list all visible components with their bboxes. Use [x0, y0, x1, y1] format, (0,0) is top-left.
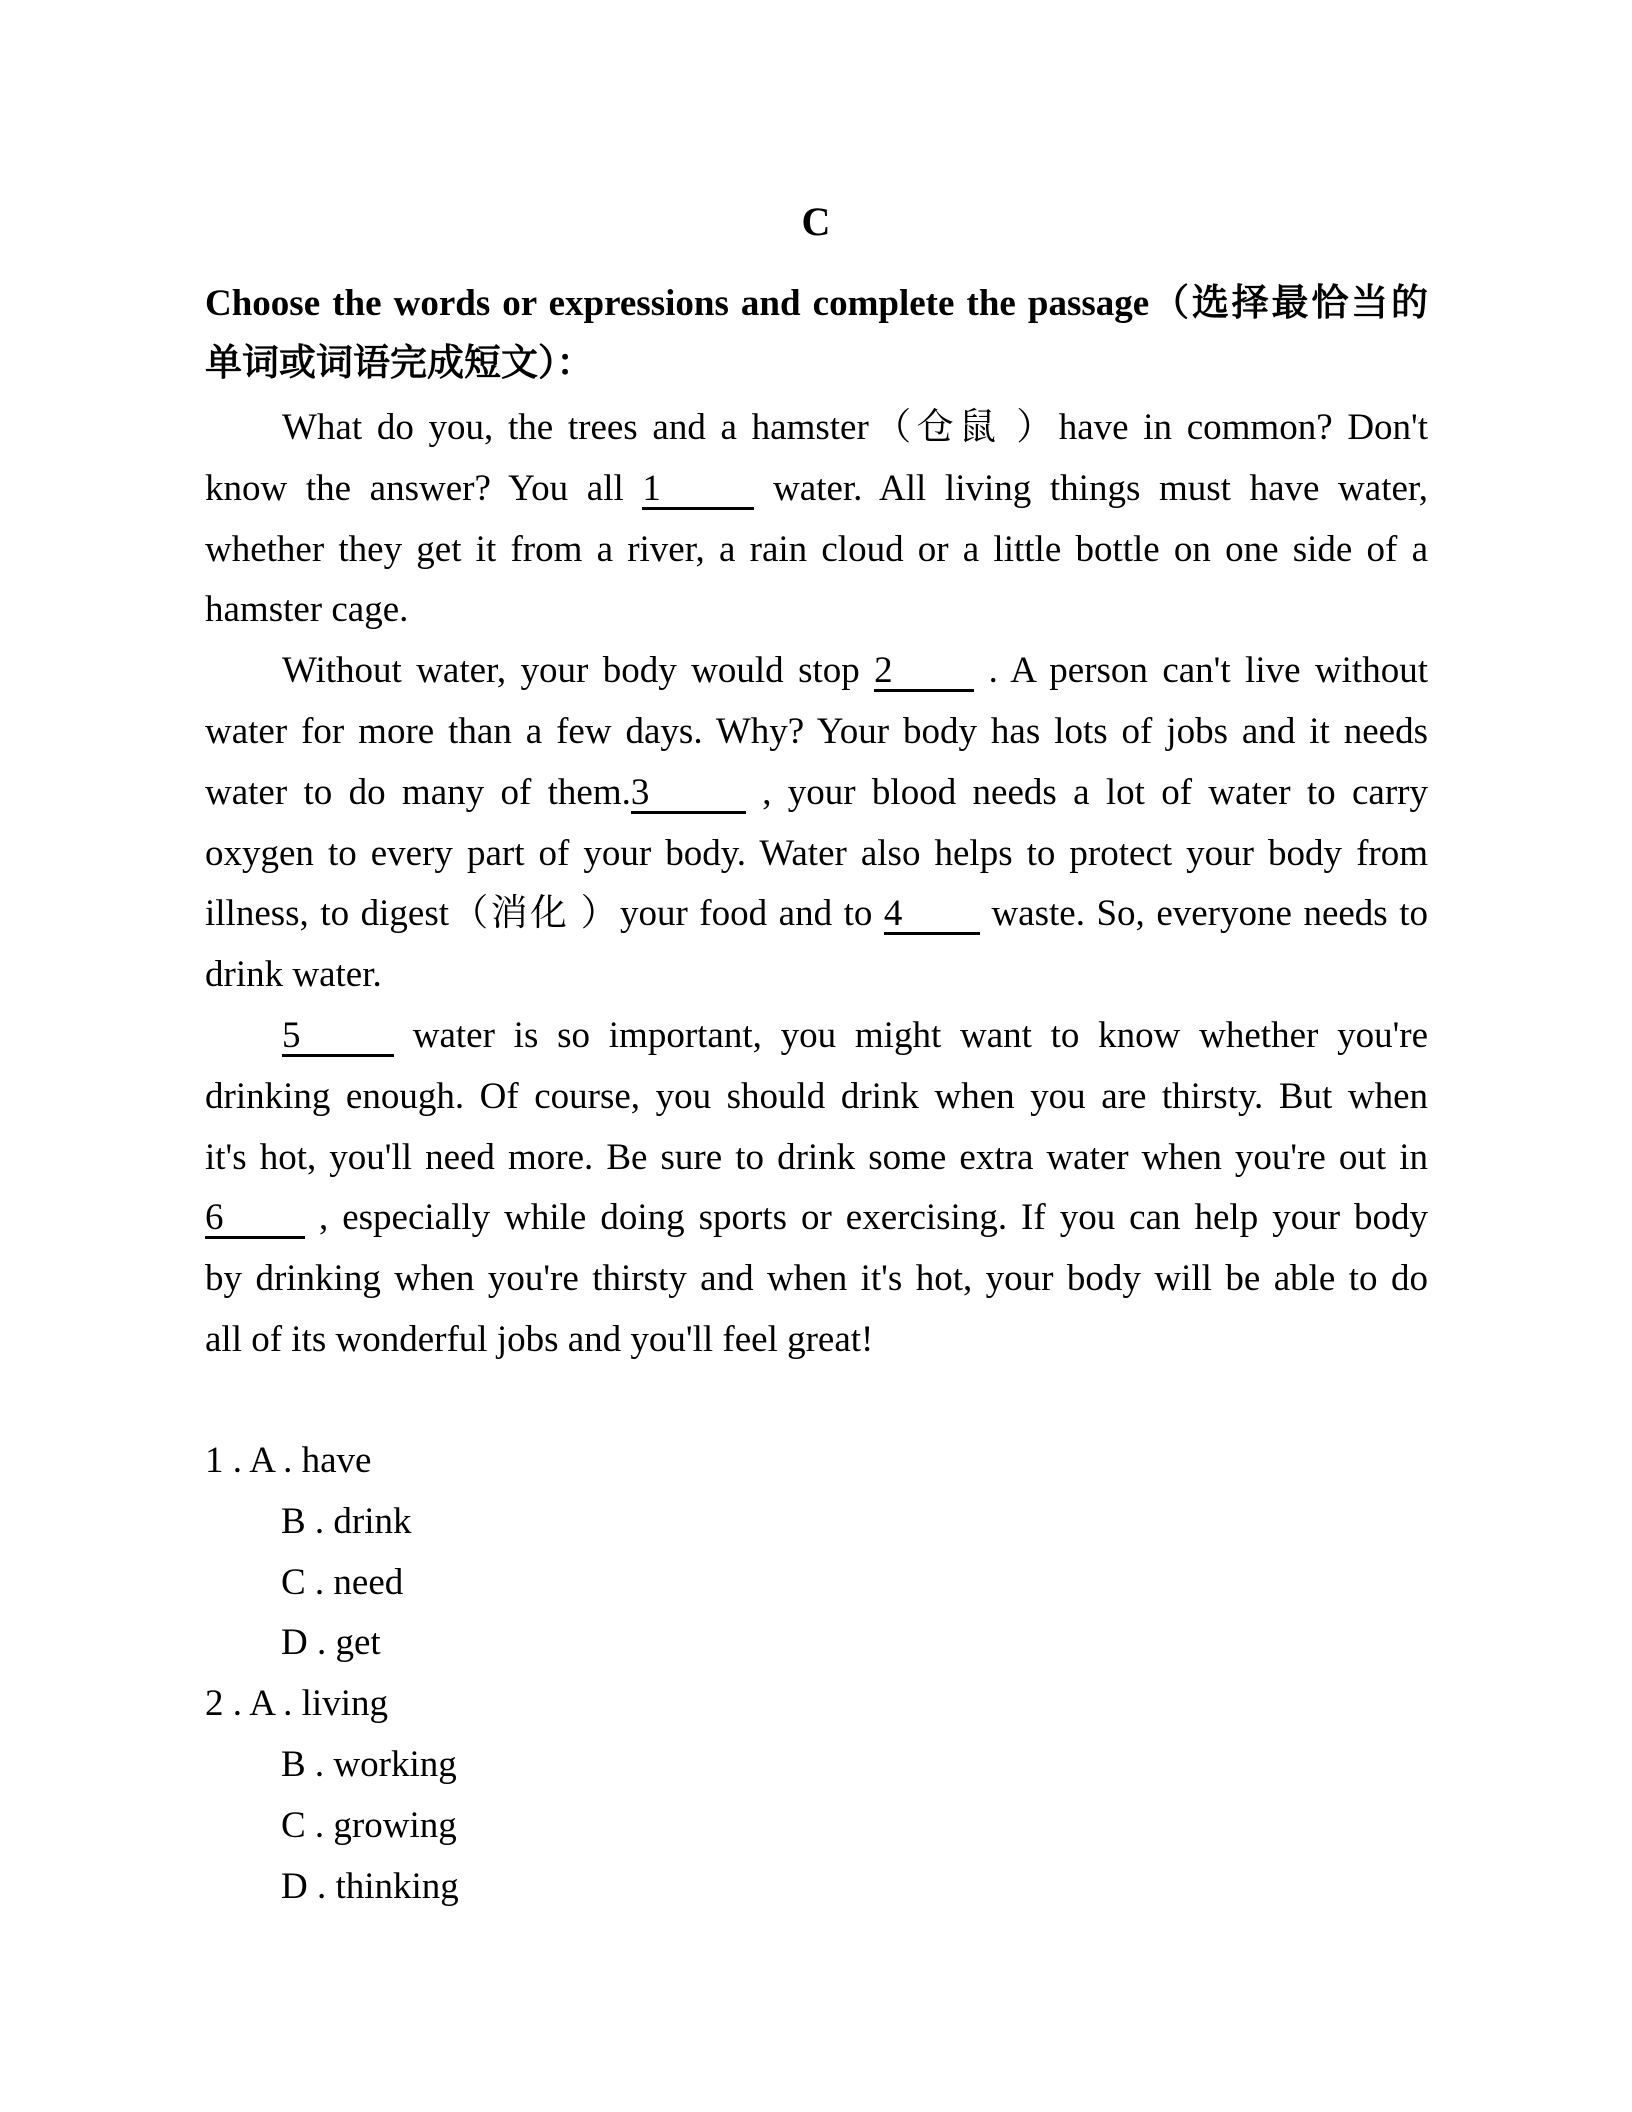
blank-3: 3: [631, 775, 746, 814]
passage-line: [205, 1188, 1428, 1249]
instructions-heading: [205, 274, 1428, 394]
heading-line: 单词或词语完成短文）：: [205, 343, 594, 384]
option-2-D: D . thinking: [281, 1865, 459, 1907]
option-1-C: C . need: [281, 1561, 404, 1603]
passage-line: [205, 1128, 1428, 1189]
passage-line: [205, 398, 1428, 459]
passage-text: know the answer? You all: [205, 467, 643, 509]
passage-text: oxygen to every part of your body. Water also helps to protect your body from: [205, 832, 1428, 874]
passage-text: drinking enough. Of course, you should drink when you are thirsty. But when: [205, 1075, 1428, 1117]
passage-line: [205, 641, 1428, 702]
passage-text: by drinking when you're thirsty and when it's hot, your body will be able to do: [205, 1258, 1428, 1300]
passage-text: water for more than a few days. Why? Your body has lots of jobs and it needs: [205, 710, 1428, 752]
passage-text: water. All living things must have water,: [754, 467, 1428, 509]
passage-text: whether they get it from a river, a rain cloud or a little bottle on one side of a: [205, 528, 1428, 570]
passage-line: [205, 945, 1428, 1006]
section-title: C: [801, 199, 831, 244]
blank-4: 4: [884, 896, 980, 935]
blank-1: 1: [642, 471, 754, 510]
passage-text: it's hot, you'll need more. Be sure to drink some extra water when you're out in: [205, 1136, 1428, 1178]
passage-line: [205, 702, 1428, 763]
passage-text: What do you, the trees and a hamster（仓鼠 ）have in common? Don't: [282, 407, 1428, 448]
passage-text: all of its wonderful jobs and you'll feel great!: [205, 1318, 874, 1360]
passage-text: drink water.: [205, 954, 382, 996]
passage-line: [205, 1006, 1428, 1067]
passage-text: water is so important, you might want to know whether you're: [394, 1014, 1428, 1056]
option-1-B: B . drink: [281, 1500, 412, 1542]
cloze-passage: [205, 398, 1428, 1371]
heading-line: Choose the words or expressions and complete the passage（选择最恰当的: [205, 283, 1428, 324]
blank-5: 5: [282, 1018, 394, 1057]
passage-line: [205, 1310, 1428, 1371]
option-2-B: B . working: [281, 1743, 457, 1785]
passage-line: [205, 824, 1428, 885]
blank-6: 6: [205, 1200, 305, 1239]
answer-options: [205, 1431, 459, 1917]
passage-text: water to do many of them.: [205, 771, 631, 813]
passage-line: [205, 884, 1428, 945]
passage-text: waste. So, everyone needs to: [979, 893, 1428, 935]
passage-line: [205, 520, 1428, 581]
passage-text: illness, to digest（消化 ）your food and to: [205, 893, 884, 935]
passage-text: , your blood needs a lot of water to carry: [745, 771, 1428, 813]
passage-text: Without water, your body would stop: [282, 650, 875, 692]
option-2-A: 2 . A . living: [205, 1683, 388, 1725]
passage-line: [205, 459, 1428, 520]
passage-line: [205, 1067, 1428, 1128]
blank-2: 2: [874, 653, 974, 692]
passage-line: [205, 1249, 1428, 1310]
passage-line: [205, 763, 1428, 824]
passage-text: , especially while doing sports or exercising. If you can help your body: [305, 1197, 1428, 1239]
passage-text: hamster cage.: [205, 589, 409, 631]
option-1-D: D . get: [281, 1622, 381, 1664]
option-2-C: C . growing: [281, 1804, 457, 1846]
option-1-A: 1 . A . have: [205, 1440, 372, 1481]
passage-text: . A person can't live without: [974, 650, 1428, 692]
passage-line: [205, 580, 1428, 641]
